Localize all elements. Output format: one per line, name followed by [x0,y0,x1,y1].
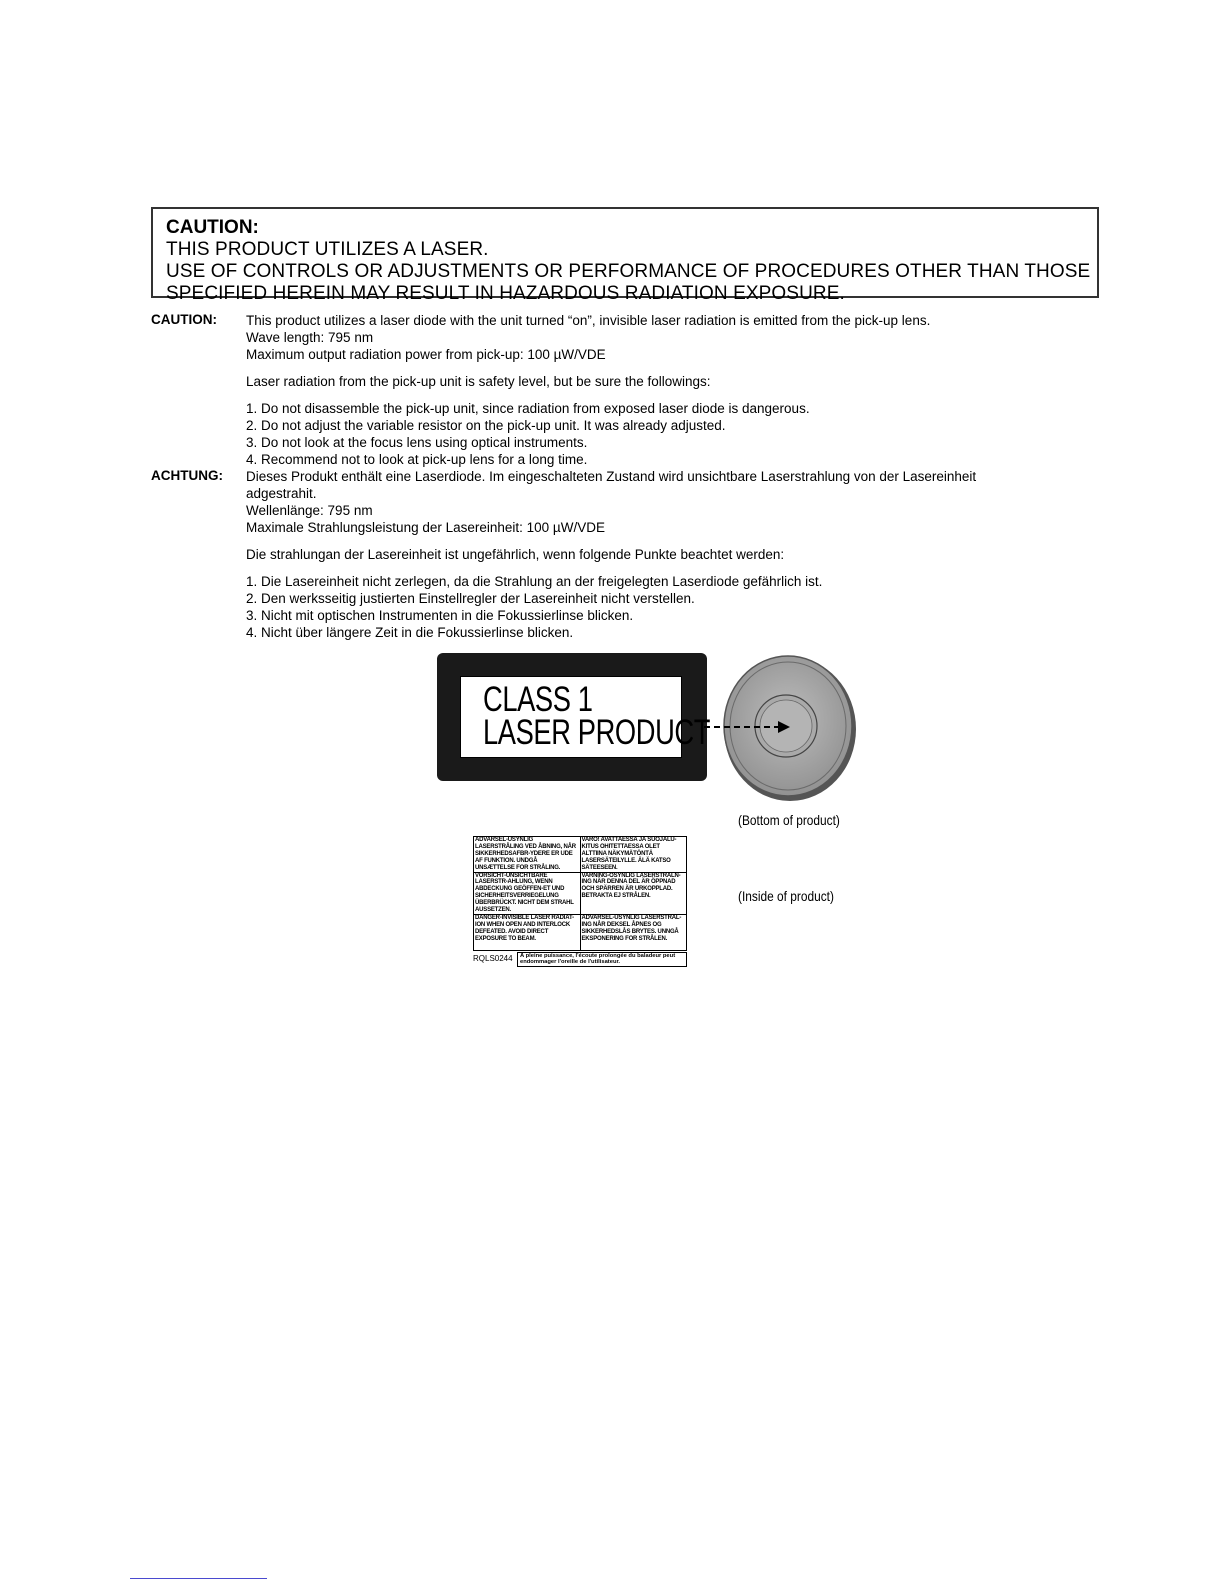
caution-box [151,207,1099,304]
caution-intro: This product utilizes a laser diode with the unit turned “on”, invisible laser radiation is emitted from the pick-up lens. [246,313,931,328]
achtung-item: 2. Den werksseitig justierten Einstellregler der Lasereinheit nicht verstellen. [246,591,695,606]
achtung-intro: Dieses Produkt enthält eine Laserdiode. Im eingeschalteten Zustand wird unsichtbare Laserstrahlung von der Lasereinheit [246,469,977,484]
warning-cell: DANGER-INVISIBLE LASER RADIAT-ION WHEN OPEN AND INTERLOCK DEFEATED. AVOID DIRECT EXPOSURE TO BEAM. [474,914,581,950]
product-bottom-illustration [700,653,860,803]
caution-box-line: THIS PRODUCT UTILIZES A LASER. [166,239,489,260]
warning-cell: VARO! AVATTAESSA JA SUOJALU-KITUS OHITETTAESSA OLET ALTTIINA NÄKYMÄTÖNTÄ LASERSÄTEILYLLE. ÄLÄ KATSO SÄTEESEEN. [580,837,687,873]
caution-item: 2. Do not adjust the variable resistor on the pick-up unit. It was already adjusted. [246,418,726,433]
achtung-safety: Die strahlungan der Lasereinheit ist ungefährlich, wenn folgende Punkte beachtet werden: [246,547,785,562]
caution-box-line: USE OF CONTROLS OR ADJUSTMENTS OR PERFORMANCE OF PROCEDURES OTHER THAN THOSE [166,261,1091,282]
class-label-line2: LASER PRODUCT [483,713,711,752]
achtung-section [246,468,976,641]
warning-cell: VARNING-OSYNLIG LASERSTRÅLN-ING NÄR DENNA DEL ÄR ÖPPNAD OCH SPÄRREN ÄR URKOPPLAD. BETRAKTA EJ STRÅLEN. [580,872,687,914]
caution-item: 3. Do not look at the focus lens using optical instruments. [246,435,588,450]
achtung-power: Maximale Strahlungsleistung der Lasereinheit: 100 µW/VDE [246,520,605,535]
caution-section [246,312,930,468]
achtung-label: ACHTUNG: [151,468,223,483]
label-code: RQLS0244 [473,953,513,963]
achtung-item: 4. Nicht über längere Zeit in die Fokussierlinse blicken. [246,625,574,640]
achtung-item: 3. Nicht mit optischen Instrumenten in die Fokussierlinse blicken. [246,608,634,623]
achtung-intro-cont: adgestrahit. [246,486,317,501]
class-1-laser-label [437,653,711,781]
caution-wavelength: Wave length: 795 nm [246,330,374,345]
caption-bottom: (Bottom of product) [738,812,840,828]
caution-label: CAUTION: [151,312,217,327]
french-warning: A pleine puissance, l'écoute prolongée du baladeur peut endommager l'oreille de l'utilisateur. [517,952,687,967]
laser-warning-label [473,836,687,967]
class-label-line1: CLASS 1 [483,680,593,719]
caution-power: Maximum output radiation power from pick-up: 100 µW/VDE [246,347,606,362]
achtung-item: 1. Die Lasereinheit nicht zerlegen, da die Strahlung an der freigelegten Laserdiode gefährlich ist. [246,574,823,589]
disc-icon [724,656,856,801]
achtung-wavelength: Wellenlänge: 795 nm [246,503,373,518]
caution-item: 1. Do not disassemble the pick-up unit, since radiation from exposed laser diode is dangerous. [246,401,810,416]
caution-item: 4. Recommend not to look at pick-up lens for a long time. [246,452,588,467]
caution-safety: Laser radiation from the pick-up unit is safety level, but be sure the followings: [246,374,711,389]
warning-cell: VORSICHT-UNSICHTBARE LASERSTR-AHLUNG, WENN ABDECKUNG GEÖFFEN-ET UND SICHERHEITSVERRIEGELUNG ÜBERBRÜCKT. NICHT DEM STRAHL AUSSETZEN. [474,872,581,914]
caution-box-line: SPECIFIED HEREIN MAY RESULT IN HAZARDOUS RADIATION EXPOSURE. [166,283,845,304]
warning-cell: ADVARSEL-USYNLIG LASERSTRÅLING VED ÅBNING, NÅR SIKKERHEDSAFBR-YDERE ER UDE AF FUNKTION. UNDGÅ UNSÆTTELSE FOR STRÅLING. [474,837,581,873]
caption-inside: (Inside of product) [738,888,834,904]
warning-cell: ADVARSEL-USYNLIG LASERSTRÅL-ING NÅR DEKSEL ÅPNES OG SIKKERHEDSLÅS BRYTES. UNNGÅ EKSPONERING FOR STRÅLEN. [580,914,687,950]
caution-box-title: CAUTION: [166,217,259,238]
footer-link-underline [130,1578,267,1579]
